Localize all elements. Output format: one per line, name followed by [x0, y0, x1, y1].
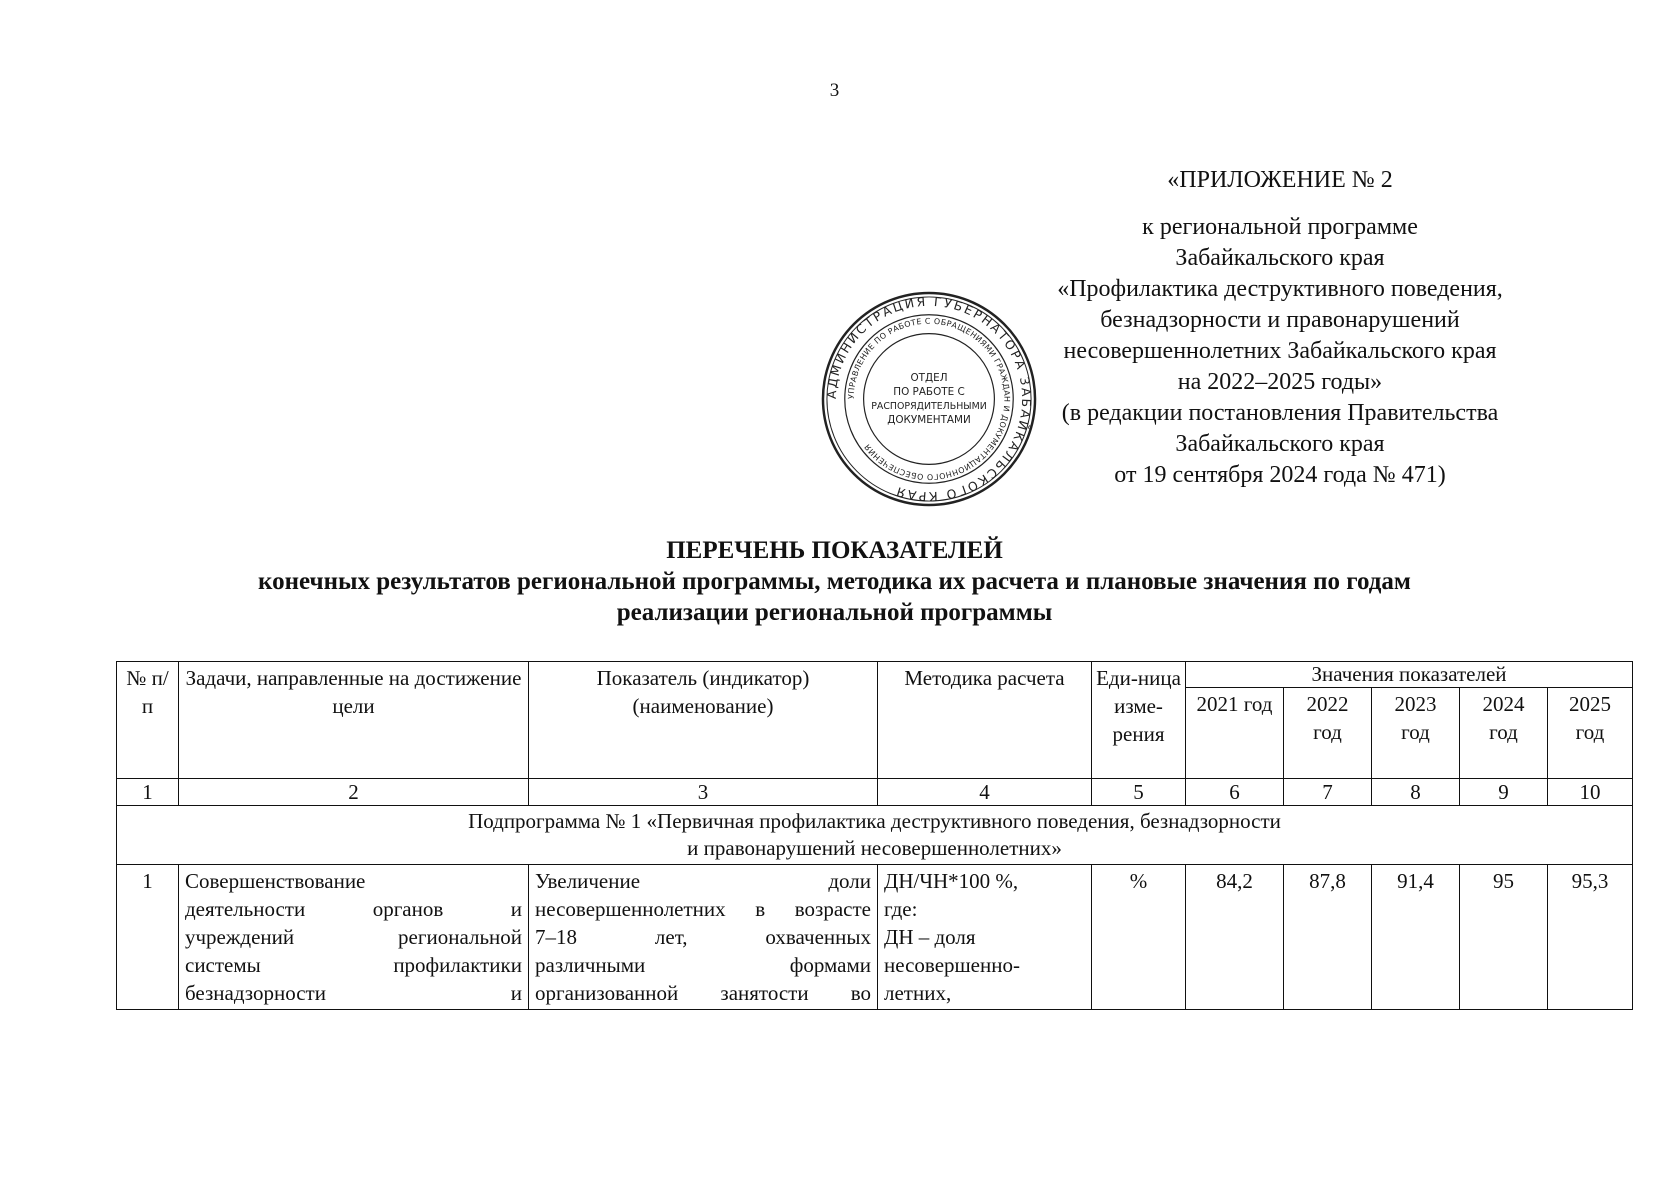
unit-cell: %: [1092, 865, 1186, 1010]
seal-center-line: РАСПОРЯДИТЕЛЬНЫМИ: [871, 400, 987, 412]
task-cell: [179, 865, 529, 1010]
header-values: Значения показателей: [1186, 662, 1633, 688]
appendix-heading: «ПРИЛОЖЕНИЕ № 2: [1167, 167, 1393, 193]
header-year: 2024 год: [1460, 688, 1548, 779]
column-number: 6: [1186, 779, 1284, 806]
appendix-line: Забайкальского края: [1175, 245, 1385, 271]
value-cell: 87,8: [1284, 865, 1372, 1010]
column-number: 8: [1372, 779, 1460, 806]
column-number: 4: [878, 779, 1092, 806]
subprogram-line: Подпрограмма № 1 «Первичная профилактика деструктивного поведения, безнадзорности: [468, 809, 1281, 833]
indicator-line: Увеличение доли: [535, 869, 871, 893]
value-cell: 95,3: [1548, 865, 1633, 1010]
appendix-line: от 19 сентября 2024 года № 471): [1114, 462, 1446, 488]
table-row: [117, 865, 1633, 1010]
official-seal: [820, 290, 1038, 508]
header-year: 2021 год: [1186, 688, 1284, 779]
method-line: где:: [884, 897, 918, 921]
seal-outer-text: АДМИНИСТРАЦИЯ ГУБЕРНАТОРА ЗАБАЙКАЛЬСКОГО КРАЯ: [824, 294, 1034, 504]
seal-inner-ring: [864, 334, 995, 465]
subprogram-row: [117, 806, 1633, 865]
column-number: 2: [179, 779, 529, 806]
table-header-row: [117, 662, 1633, 688]
seal-middle-ring: [845, 315, 1013, 483]
appendix-line: несовершеннолетних Забайкальского края: [1063, 338, 1497, 364]
method-line: ДН/ЧН*100 %,: [884, 869, 1019, 893]
header-unit: Еди-ница изме-рения: [1092, 662, 1186, 779]
appendix-line: безнадзорности и правонарушений: [1100, 307, 1460, 333]
title-line: ПЕРЕЧЕНЬ ПОКАЗАТЕЛЕЙ: [666, 537, 1003, 564]
seal-center-line: ДОКУМЕНТАМИ: [887, 413, 971, 426]
seal-inner-text: УПРАВЛЕНИЕ ПО РАБОТЕ С ОБРАЩЕНИЯМИ ГРАЖДАН И ДОКУМЕНТАЦИОННОГО ОБЕСПЕЧЕНИЯ: [846, 316, 1012, 482]
seal-center-line: ОТДЕЛ: [910, 372, 948, 385]
task-line: Совершенствование: [185, 869, 366, 893]
title-line: реализации региональной программы: [616, 599, 1053, 626]
page-number: 3: [829, 80, 840, 101]
value-cell: 95: [1460, 865, 1548, 1010]
appendix-line: к региональной программе: [1142, 214, 1418, 240]
method-line: летних,: [884, 981, 952, 1005]
value-cell: 84,2: [1186, 865, 1284, 1010]
method-line: несовершенно-: [884, 953, 1020, 977]
indicator-cell: [529, 865, 878, 1010]
column-number: 3: [529, 779, 878, 806]
header-year: 2025 год: [1548, 688, 1633, 779]
appendix-line: на 2022–2025 годы»: [1177, 369, 1383, 395]
column-number: 1: [117, 779, 179, 806]
header-method: Методика расчета: [878, 662, 1092, 779]
column-number: 10: [1548, 779, 1633, 806]
task-line: учреждений региональной: [185, 925, 522, 949]
seal-center-line: ПО РАБОТЕ С: [893, 386, 965, 399]
column-number-row: [117, 779, 1633, 806]
method-cell: [878, 865, 1092, 1010]
header-indicator: Показатель (индикатор) (наименование): [529, 662, 878, 779]
column-number: 7: [1284, 779, 1372, 806]
header-tasks: Задачи, направленные на достижение цели: [179, 662, 529, 779]
value-cell: 91,4: [1372, 865, 1460, 1010]
title-line: конечных результатов региональной программы, методика их расчета и плановые значения по годам: [258, 568, 1411, 595]
document-title: [0, 535, 1669, 628]
appendix-header: [1000, 165, 1560, 491]
appendix-line: (в редакции постановления Правительства: [1061, 400, 1499, 426]
column-number: 9: [1460, 779, 1548, 806]
subprogram-title: [117, 806, 1633, 865]
indicator-line: различными формами: [535, 953, 871, 977]
appendix-line: «Профилактика деструктивного поведения,: [1057, 276, 1503, 302]
task-line: системы профилактики: [185, 953, 522, 977]
row-number: 1: [117, 865, 179, 1010]
indicator-line: 7–18 лет, охваченных: [535, 925, 871, 949]
column-number: 5: [1092, 779, 1186, 806]
task-line: безнадзорности и: [185, 981, 522, 1005]
subprogram-line: и правонарушений несовершеннолетних»: [687, 836, 1062, 860]
header-no: № п/п: [117, 662, 179, 779]
indicators-table: [116, 661, 1633, 1010]
indicator-line: организованной занятости во: [535, 981, 871, 1005]
method-line: ДН – доля: [884, 925, 976, 949]
indicator-line: несовершеннолетних в возрасте: [535, 897, 871, 921]
header-year: 2023 год: [1372, 688, 1460, 779]
task-line: деятельности органов и: [185, 897, 522, 921]
header-year: 2022 год: [1284, 688, 1372, 779]
appendix-line: Забайкальского края: [1175, 431, 1385, 457]
